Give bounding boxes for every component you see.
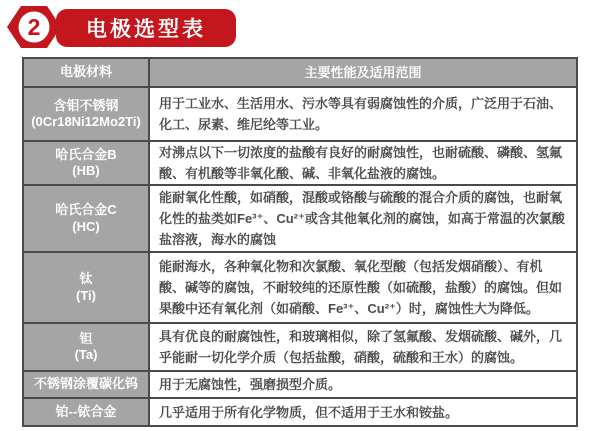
- column-header-performance: 主要性能及适用范围: [150, 59, 576, 86]
- step-badge-number: 2: [27, 14, 41, 40]
- material-grade: (0Cr18Ni12Mo2Ti): [31, 114, 141, 129]
- table-header-row: [24, 59, 576, 88]
- step-badge-hexagon-icon: [6, 4, 62, 50]
- table-row: [24, 142, 576, 186]
- description-cell: 能耐海水，各种氧化物和次氯酸、氧化型酸（包括发烟硝酸）、有机酸、碱等的腐蚀，不耐较纯的还原性酸（如硫酸，盐酸）的腐蚀。但如果酸中还有氧化剂（如硝酸、Fe³⁺、Cu²⁺）时，腐蚀性大为降低。: [150, 253, 576, 322]
- material-grade: (Ti): [76, 287, 96, 303]
- material-name: 不锈钢涂覆碳化钨: [33, 376, 138, 392]
- description-cell: 用于工业水、生活用水、污水等具有弱腐蚀性的介质，广泛用于石油、化工、尿素、维尼纶等工业。: [150, 88, 576, 140]
- column-header-material: 电极材料: [24, 59, 150, 86]
- material-name: 哈氏合金C: [55, 202, 117, 218]
- material-cell: [24, 186, 150, 251]
- table-row: [24, 399, 576, 425]
- material-name: 铂--铱合金: [55, 403, 117, 419]
- material-name: 钛: [79, 271, 93, 287]
- material-cell: [24, 88, 150, 140]
- table-row: [24, 253, 576, 324]
- material-name: 哈氏合金B: [55, 146, 117, 162]
- material-grade: (HB): [72, 163, 100, 178]
- material-cell: [24, 253, 150, 322]
- material-grade: (Ta): [74, 347, 98, 362]
- description-cell: 对沸点以下一切浓度的盐酸有良好的耐腐蚀性，也耐硫酸、磷酸、氢氟酸、有机酸等非氧化酸、碱、非氧化盐液的腐蚀。: [150, 142, 576, 184]
- material-grade: (HC): [72, 218, 100, 234]
- material-cell: [24, 142, 150, 184]
- material-cell: [24, 399, 150, 425]
- table-row: [24, 88, 576, 142]
- description-cell: 能耐氧化性酸，如硝酸，混酸或铬酸与硫酸的混合介质的腐蚀，也耐氧化性的盐类如Fe³⁺、Cu²⁺或含其他氧化剂的腐蚀，如高于常温的次氯酸盐溶液，海水的腐蚀: [150, 186, 576, 251]
- table-row: [24, 186, 576, 253]
- material-cell: [24, 324, 150, 370]
- table-row: [24, 372, 576, 399]
- material-name: 含钼不锈钢: [53, 97, 119, 113]
- material-cell: [24, 372, 150, 397]
- material-name: 钽: [79, 330, 93, 346]
- description-cell: 具有优良的耐腐蚀性，和玻璃相似，除了氢氟酸、发烟硫酸、碱外，几乎能耐一切化学介质（包括盐酸，硝酸，硫酸和王水）的腐蚀。: [150, 324, 576, 370]
- page-title: 电极选型表: [86, 18, 206, 41]
- electrode-table: [22, 57, 578, 427]
- description-cell: 几乎适用于所有化学物质，但不适用于王水和铵盐。: [150, 399, 576, 425]
- title-banner: [56, 9, 236, 47]
- table-row: [24, 324, 576, 372]
- description-cell: 用于无腐蚀性，强磨损型介质。: [150, 372, 576, 397]
